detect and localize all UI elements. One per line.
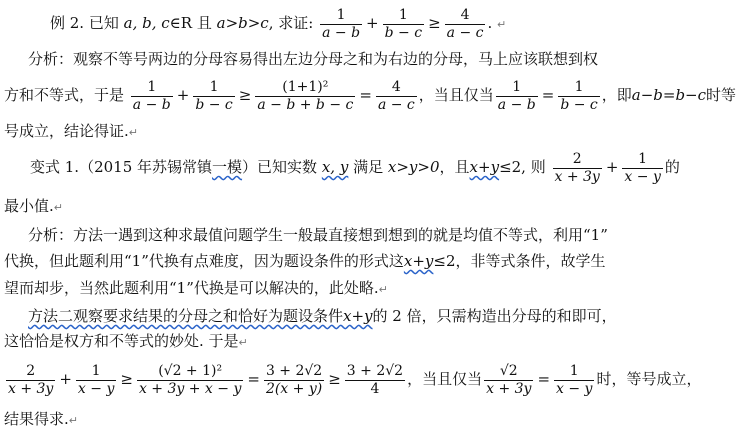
conclusion-text: 号成立，结论得证.↵ bbox=[4, 122, 138, 140]
fraction: $\frac{2}{x + 3y}$ bbox=[8, 363, 54, 397]
fraction: $\frac{1}{x - y}$ bbox=[556, 363, 593, 397]
example-label: 例 2. 已知 bbox=[50, 14, 119, 33]
method-2-text: 方法二观察要求结果的分母之和恰好为题设条件x+y的 2 倍，只需构造出分母的和即可， bbox=[28, 307, 617, 325]
fraction: $\frac{1}{b - c}$ bbox=[560, 79, 598, 113]
variant-1-statement: 变式 1.（2015 年苏锡常镇一模）已知实数 x, y 满足 x>y>0，且x+y≤2, 则 $\frac{2}{x + 3y}$ + $\frac{1}{x - y}$ 的 bbox=[30, 151, 680, 185]
method-2-inequality: $\frac{2}{x + 3y}$ + $\frac{1}{x - y}$ ≥ $\frac{\text{(√2 + 1)²}}{x + 3y + x - y}$ = $\frac{3 + 2√2}{2(x + y)}$ ≥ $\frac{3 + 2√2}{4}$ ，当且仅当 $\frac{√2}{x + 3y}$ = $\frac{1}{x - y}$ 时，等号成立， bbox=[8, 363, 702, 397]
analysis-text: 分析：观察不等号两边的分母容易得出左边分母之和为右边的分母，马上应该联想到权 bbox=[28, 50, 599, 68]
method-1-text-3: 望而却步，当然此题利用“1”代换是可以解决的，此处略.↵ bbox=[4, 279, 388, 297]
final-text: 结果得求.↵ bbox=[4, 410, 78, 428]
variant-1-question: 最小值.↵ bbox=[4, 197, 63, 215]
fraction: $\frac{1}{a - b}$ bbox=[132, 79, 171, 113]
prove-label: , 求证: bbox=[268, 14, 314, 33]
fraction: $\frac{3 + 2√2}{2(x + y)}$ bbox=[265, 363, 323, 397]
method-2-text-2: 这恰恰是权方和不等式的妙处. 于是↵ bbox=[4, 332, 248, 350]
paragraph-mark: ↵ bbox=[128, 126, 138, 139]
method-1-text: 分析：方法一遇到这种求最值问题学生一般最直接想到想到的就是均值不等式，利用“1” bbox=[28, 226, 608, 244]
set-condition: ∈R 且 bbox=[169, 14, 212, 33]
fraction: $\frac{1}{a - b}$ bbox=[497, 79, 536, 113]
fraction: $\frac{4}{a - c}$ bbox=[377, 79, 415, 113]
fraction: $\frac{3 + 2√2}{4}$ bbox=[346, 363, 404, 397]
method-1-text-2: 代换，但此题利用“1”代换有点难度，因为题设条件的形式这x+y≤2，非等式条件，故学生 bbox=[4, 252, 606, 270]
variables: a, b, c bbox=[123, 14, 170, 33]
paragraph-mark: ↵ bbox=[238, 336, 248, 349]
fraction: $\frac{1}{x - y}$ bbox=[77, 363, 115, 397]
fraction: $\frac{4}{a - c}$ bbox=[446, 7, 484, 41]
fraction: $\frac{2}{x + 3y}$ bbox=[554, 151, 600, 185]
fraction: $\frac{√2}{x + 3y}$ bbox=[486, 363, 532, 397]
equality-condition: a−b=b−c bbox=[631, 86, 707, 105]
fraction: $\frac{1}{x - y}$ bbox=[624, 151, 661, 185]
fraction: $\frac{1}{a - b}$ bbox=[322, 7, 361, 41]
fraction: $\frac{1}{b - c}$ bbox=[384, 7, 423, 41]
fraction: $\frac{1}{b - c}$ bbox=[195, 79, 233, 113]
paragraph-mark: ↵ bbox=[378, 283, 388, 296]
paragraph-mark: ↵ bbox=[53, 201, 63, 214]
order-condition: a>b>c bbox=[216, 14, 269, 33]
paragraph-mark: ↵ bbox=[497, 18, 507, 32]
example-2-statement: 例 2. 已知 a, b, c∈R 且 a>b>c, 求证: $\frac{1}{a - b}$ + $\frac{1}{b - c}$ ≥ $\frac{4}{a - c}$ . ↵ bbox=[50, 7, 507, 41]
analysis-inequality: 方和不等式，于是 $\frac{1}{a - b}$ + $\frac{1}{b - c}$ ≥ $\frac{\text{(1+1)²}}{a - b + b - c}$ = $\frac{4}{a - c}$ ，当且仅当 $\frac{1}{a - b}$ = $\frac{1}{b - c}$ ，即a−b=b−c时等 bbox=[4, 79, 736, 113]
variables: x, y bbox=[321, 158, 349, 177]
fraction: $\frac{\text{(√2 + 1)²}}{x + 3y + x - y}$ bbox=[138, 363, 242, 397]
underlined-term: 一模 bbox=[212, 158, 243, 177]
paragraph-mark: ↵ bbox=[68, 414, 78, 427]
fraction: $\frac{\text{(1+1)²}}{a - b + b - c}$ bbox=[257, 79, 354, 113]
